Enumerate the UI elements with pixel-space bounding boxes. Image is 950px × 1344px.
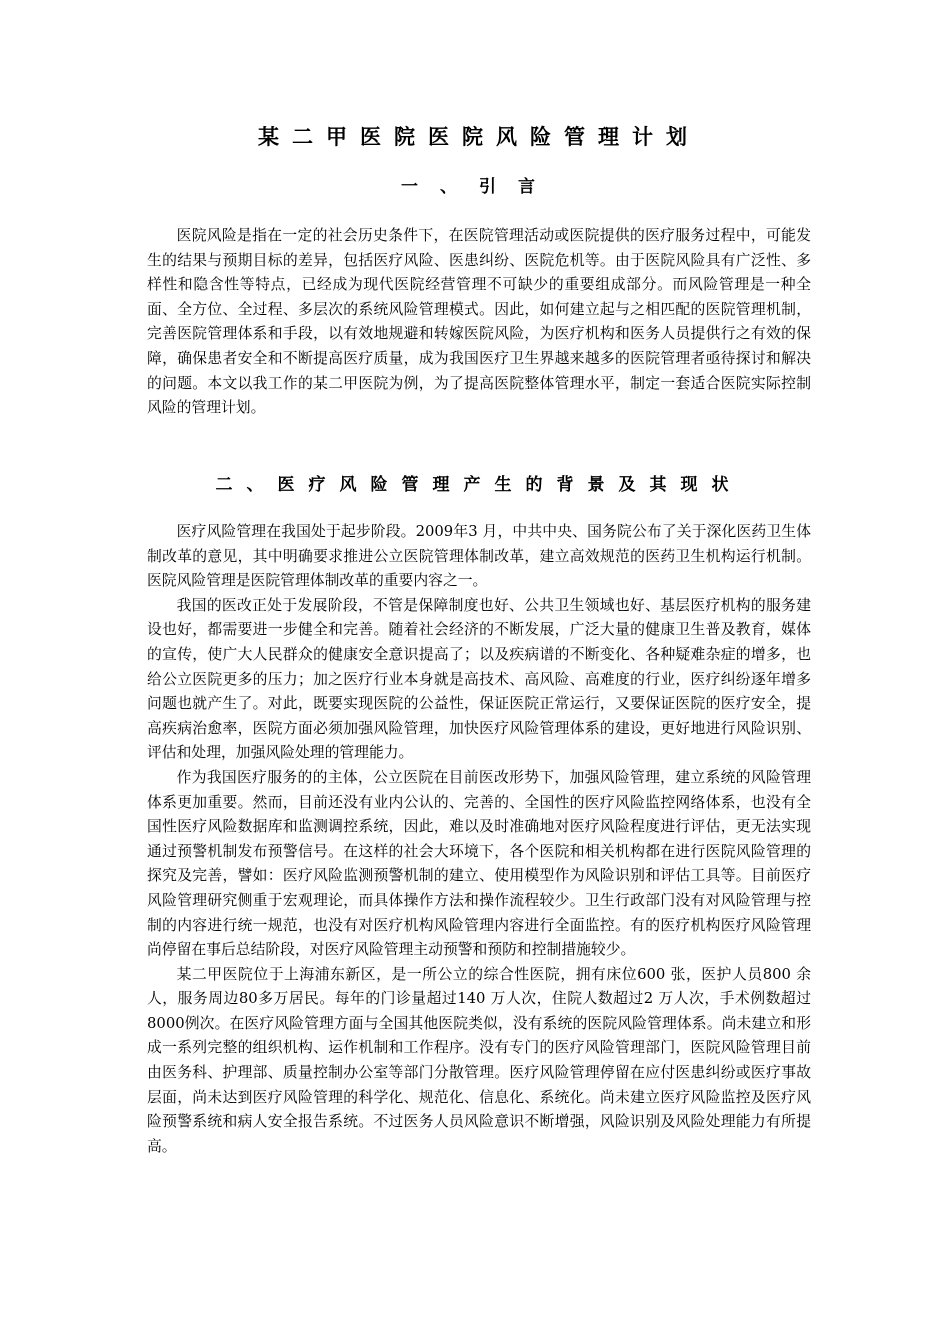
section-heading-introduction: 一、引言 — [401, 177, 557, 197]
paragraph: 医院风险是指在一定的社会历史条件下，在医院管理活动或医院提供的医疗服务过程中，可能发生的结果与预期目标的差异，包括医疗风险、医患纠纷、医院危机等。由于医院风险具有广泛性、多样性和隐含性等特点，已经成为现代医院经营管理不可缺少的重要组成部分。而风险管理是一种全面、全方位、全过程、多层次的系统风险管理模式。因此，如何建立起与之相匹配的医院管理机制，完善医院管理体系和手段，以有效地规避和转嫁医院风险，为医疗机构和医务人员提供行之有效的保障，确保患者安全和不断提高医疗质量，成为我国医疗卫生界越来越多的医院管理者亟待探讨和解决的问题。本文以我工作的某二甲医院为例，为了提高医院整体管理水平，制定一套适合医院实际控制风险的管理计划。 — [147, 227, 811, 417]
paragraph: 医疗风险管理在我国处于起步阶段。2009年3 月，中共中央、国务院公布了关于深化医药卫生体制改革的意见，其中明确要求推进公立医院管理体制改革，建立高效规范的医药卫生机构运行机制。医院风险管理是医院管理体制改革的重要内容之一。 — [147, 523, 811, 590]
section-heading-background: 二、医疗风险管理产生的背景及其现状 — [215, 475, 743, 495]
section-body-background — [147, 520, 811, 1159]
paragraph: 我国的医改正处于发展阶段，不管是保障制度也好、公共卫生领域也好、基层医疗机构的服务建设也好，都需要进一步健全和完善。随着社会经济的不断发展，广泛大量的健康卫生普及教育，媒体的宣传，使广大人民群众的健康安全意识提高了；以及疾病谱的不断变化、各种疑难杂症的增多，也给公立医院更多的压力；加之医疗行业本身就是高技术、高风险、高难度的行业，医疗纠纷逐年增多问题也就产生了。对此，既要实现医院的公益性，保证医院正常运行，又要保证医院的医疗安全，提高疾病治愈率，医院方面必须加强风险管理，加快医疗风险管理体系的建设，更好地进行风险识别、评估和处理，加强风险处理的管理能力。 — [147, 596, 811, 762]
paragraph: 作为我国医疗服务的的主体，公立医院在目前医改形势下，加强风险管理，建立系统的风险管理体系更加重要。然而，目前还没有业内公认的、完善的、全国性的医疗风险监控网络体系，也没有全国性医疗风险数据库和监测调控系统，因此，难以及时准确地对医疗风险程度进行评估，更无法实现通过预警机制发布预警信号。在这样的社会大环境下，各个医院和相关机构都在进行医院风险管理的探究及完善，譬如：医疗风险监测预警机制的建立、使用模型作为风险识别和评估工具等。目前医疗风险管理研究侧重于宏观理论，而具体操作方法和操作流程较少。卫生行政部门没有对风险管理与控制的内容进行统一规范，也没有对医疗机构风险管理内容进行全面监控。有的医疗机构医疗风险管理尚停留在事后总结阶段，对医疗风险管理主动预警和预防和控制措施较少。 — [147, 768, 811, 959]
document-title: 某二甲医院医院风险管理计划 — [258, 124, 700, 149]
section-body-introduction — [147, 224, 811, 421]
paragraph: 某二甲医院位于上海浦东新区，是一所公立的综合性医院，拥有床位600 张，医护人员800 余人，服务周边80多万居民。每年的门诊量超过140 万人次，住院人数超过2 万人次，手术例数超过8000例次。在医疗风险管理方面与全国其他医院类似，没有系统的医院风险管理体系。尚未建立和形成一系列完整的组织机构、运作机制和工作程序。没有专门的医疗风险管理部门，医院风险管理目前由医务科、护理部、质量控制办公室等部门分散管理。医疗风险管理停留在应付医患纠纷或医疗事故层面，尚未达到医疗风险管理的科学化、规范化、信息化、系统化。尚未建立医疗风险监控及医疗风险预警系统和病人安全报告系统。不过医务人员风险意识不断增强，风险识别及风险处理能力有所提高。 — [147, 965, 811, 1155]
